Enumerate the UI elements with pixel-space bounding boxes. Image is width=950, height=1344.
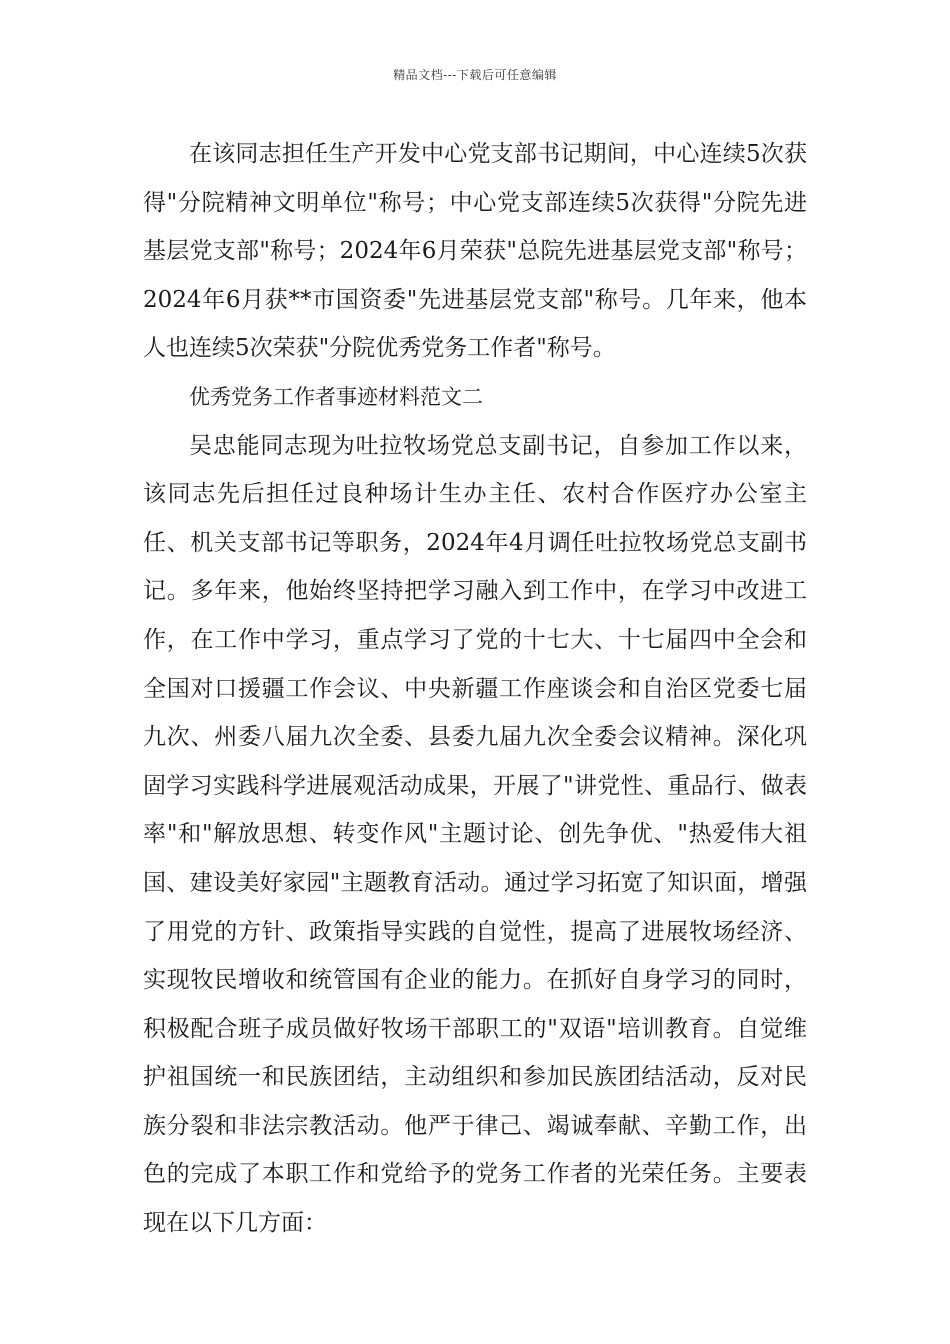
body-paragraph: 在该同志担任生产开发中心党支部书记期间，中心连续5次获得"分院精神文明单位"称号；中心党支部连续5次获得"分院先进基层党支部"称号；2024年6月荣获"总院先进基层党支部"称号；2024年6月获**市国资委"先进基层党支部"称号。几年来，他本人也连续5次荣获"分院优秀党务工作者"称号。 bbox=[143, 141, 807, 362]
body-paragraph: 吴忠能同志现为吐拉牧场党总支副书记，自参加工作以来，该同志先后担任过良种场计生办主任、农村合作医疗办公室主任、机关支部书记等职务，2024年4月调任吐拉牧场党总支副书记。多年来，他始终坚持把学习融入到工作中，在学习中改进工作，在工作中学习，重点学习了党的十七大、十七届四中全会和全国对口援疆工作会议、中央新疆工作座谈会和自治区党委七届九次、州委八届九次全委、县委九届九次全委会议精神。深化巩固学习实践科学进展观活动成果，开展了"讲党性、重品行、做表率"和"解放思想、转变作风"主题讨论、创先争优、"热爱伟大祖国、建设美好家园"主题教育活动。通过学习拓宽了知识面，增强了用党的方针、政策指导实践的自觉性，提高了进展牧场经济、实现牧民增收和统管国有企业的能力。在抓好自身学习的同时，积极配合班子成员做好牧场干部职工的"双语"培训教育。自觉维护祖国统一和民族团结，主动组织和参加民族团结活动，反对民族分裂和非法宗教活动。他严于律己、竭诚奉献、辛勤工作，出色的完成了本职工作和党给予的党务工作者的光荣任务。主要表现在以下几方面： bbox=[143, 432, 807, 1237]
page-header: 精品文档---下载后可任意编辑 bbox=[393, 68, 557, 82]
document-body bbox=[143, 130, 807, 1248]
section-heading: 优秀党务工作者事迹材料范文二 bbox=[189, 384, 483, 409]
